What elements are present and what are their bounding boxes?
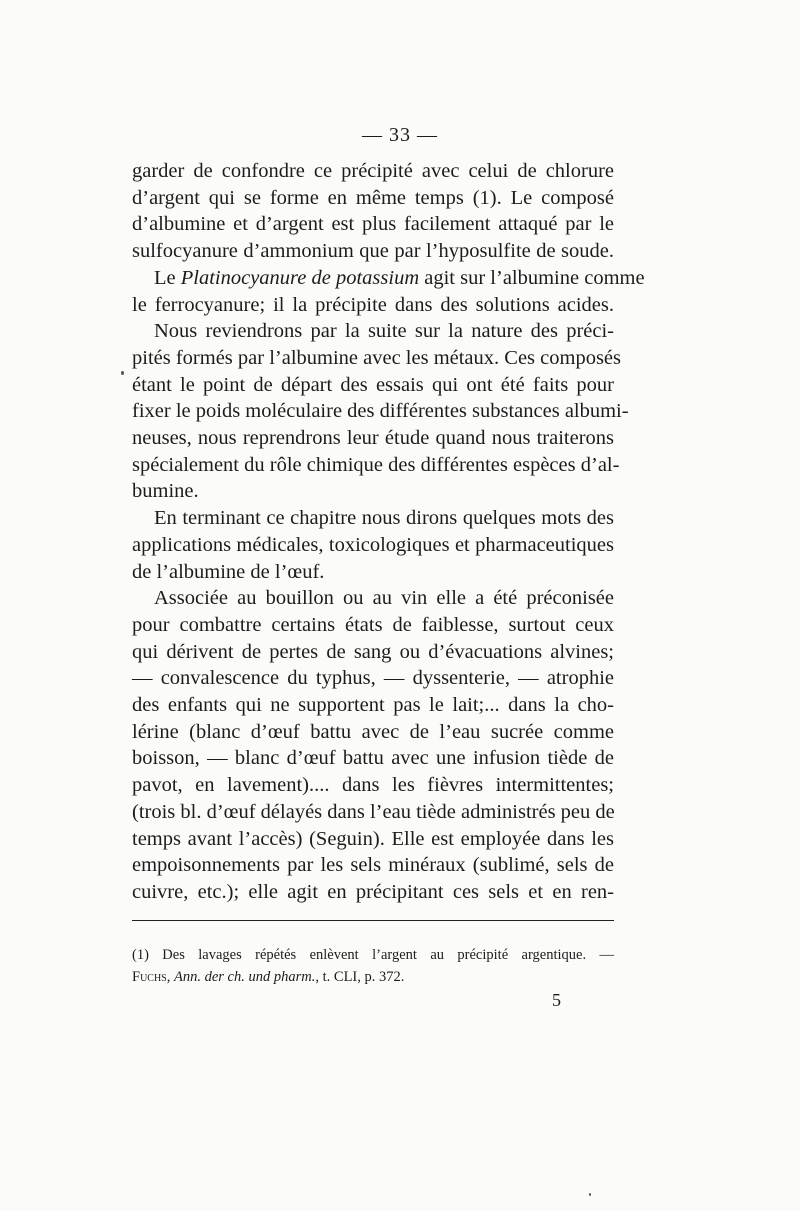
text-line: bumine. [132, 480, 199, 503]
page-number: — 33 — [362, 124, 438, 146]
text-line: (trois bl. d’œuf délayés dans l’eau tiède administrés peu de [132, 800, 615, 823]
paper-speck [589, 1193, 591, 1196]
text-line: — convalescence du typhus, — dyssenterie, — atrophie [132, 667, 614, 690]
footnote-line: (1) Des lavages répétés enlèvent l’argent au précipité argentique. — [132, 947, 614, 963]
text-line: empoisonnements par les sels minéraux (sublimé, sels de [132, 854, 614, 877]
text-line: le ferrocyanure; il la précipite dans des solutions acides. [132, 293, 614, 316]
footnote-rule [132, 920, 614, 921]
text-line: qui dérivent de pertes de sang ou d’évacuations alvines; [132, 640, 614, 663]
text-line: En terminant ce chapitre nous dirons quelques mots des [154, 507, 614, 530]
footnote-journal: Ann. der ch. und pharm., [174, 969, 319, 985]
text-line-platinocyanure: Le Platinocyanure de potassium agit sur l’albumine comme [154, 266, 645, 289]
body-text [132, 158, 645, 906]
text-line: d’albumine et d’argent est plus facilement attaqué par le [132, 213, 614, 236]
text-line: spécialement du rôle chimique des différentes espèces d’al- [132, 453, 620, 476]
text-line: temps avant l’accès) (Seguin). Elle est employée dans les [132, 827, 614, 850]
footnote-citation: Fuchs, Ann. der ch. und pharm., t. CLI, p. 372. [132, 969, 405, 985]
text-line: pour combattre certains états de faiblesse, surtout ceux [132, 613, 614, 636]
text-line: de l’albumine de l’œuf. [132, 560, 325, 583]
italic-term: Platinocyanure de potassium [180, 266, 420, 289]
text-line: sulfocyanure d’ammonium que par l’hyposulfite de soude. [132, 240, 614, 263]
text-line: d’argent qui se forme en même temps (1). Le composé [132, 186, 614, 209]
text-line: boisson, — blanc d’œuf battu avec une infusion tiède de [132, 747, 614, 770]
text-line: cuivre, etc.); elle agit en précipitant ces sels et en ren- [132, 880, 614, 903]
text-line: garder de confondre ce précipité avec celui de chlorure [132, 160, 614, 182]
text-line: applications médicales, toxicologiques et pharmaceutiques [132, 533, 614, 556]
footnote [132, 944, 614, 988]
paper-speck [121, 371, 124, 375]
text-line: Associée au bouillon ou au vin elle a été préconisée [154, 587, 614, 610]
text-line: neuses, nous reprendrons leur étude quand nous traiterons [132, 427, 614, 450]
text-line: pités formés par l’albumine avec les métaux. Ces composés [132, 346, 622, 369]
text-line: étant le point de départ des essais qui ont été faits pour [132, 373, 614, 396]
text-line: des enfants qui ne supportent pas le lait;... dans la cho- [132, 694, 614, 717]
footnote-author: Fuchs, [132, 969, 171, 985]
signature-mark: 5 [552, 990, 561, 1010]
text-line: lérine (blanc d’œuf battu avec de l’eau sucrée comme [132, 720, 614, 743]
text-line: fixer le poids moléculaire des différentes substances albumi- [132, 400, 629, 423]
text-line: Nous reviendrons par la suite sur la nature des préci- [154, 320, 614, 343]
text-line: pavot, en lavement).... dans les fièvres intermittentes; [132, 774, 614, 797]
